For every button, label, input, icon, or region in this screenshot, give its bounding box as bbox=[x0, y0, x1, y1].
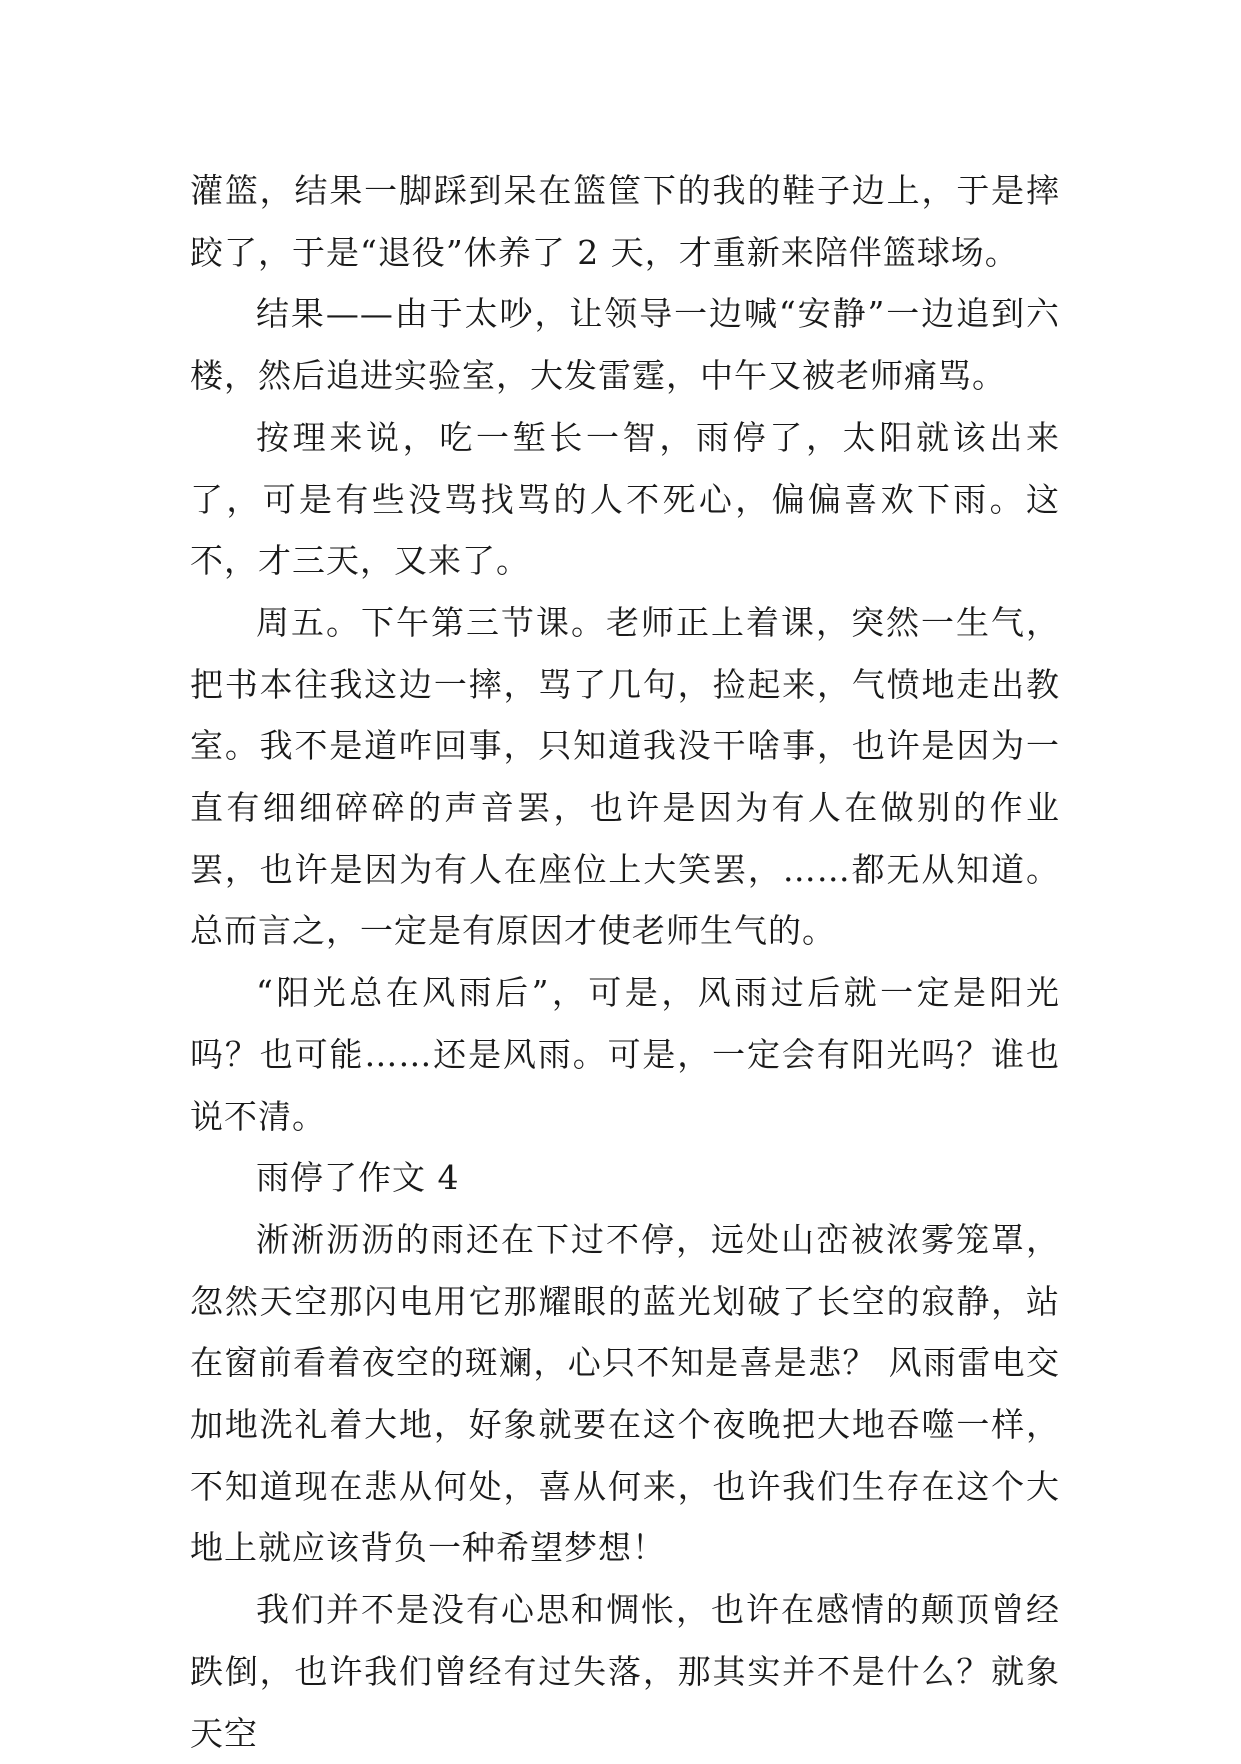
document-body bbox=[190, 160, 1060, 1764]
paragraph: “阳光总在风雨后”，可是，风雨过后就一定是阳光吗？也可能……还是风雨。可是，一定会有阳光吗？谁也说不清。 bbox=[190, 973, 1060, 1136]
paragraph: 周五。下午第三节课。老师正上着课，突然一生气，把书本往我这边一摔，骂了几句，捡起来，气愤地走出教室。我不是道咋回事，只知道我没干啥事，也许是因为一直有细细碎碎的声音罢，也许是因为有人在做别的作业罢，也许是因为有人在座位上大笑罢，……都无从知道。总而言之，一定是有原因才使老师生气的。 bbox=[190, 602, 1060, 951]
paragraph-continuation: 灌篮，结果一脚踩到呆在篮筐下的我的鞋子边上，于是摔跤了，于是“退役”休养了 2 天，才重新来陪伴篮球场。 bbox=[190, 171, 1060, 272]
paragraph: 结果——由于太吵，让领导一边喊“安静”一边追到六楼，然后追进实验室，大发雷霆，中午又被老师痛骂。 bbox=[190, 294, 1060, 396]
paragraph: 按理来说，吃一堑长一智，雨停了，太阳就该出来了，可是有些没骂找骂的人不死心，偏偏喜欢下雨。这不，才三天，又来了。 bbox=[190, 417, 1060, 581]
paragraph: 我们并不是没有心思和惆怅，也许在感情的颠顶曾经跌倒，也许我们曾经有过失落，那其实并不是什么？就象天空 bbox=[190, 1590, 1060, 1753]
section-heading: 雨停了作文 4 bbox=[256, 1158, 460, 1198]
paragraph: 淅淅沥沥的雨还在下过不停，远处山峦被浓雾笼罩，忽然天空那闪电用它那耀眼的蓝光划破了长空的寂静，站在窗前看着夜空的斑斓，心只不知是喜是悲？ 风雨雷电交加地洗礼着大地，好象就要在这个夜晚把大地吞噬一样，不知道现在悲从何处，喜从何来，也许我们生存在这个大地上就应该背负一种希望梦想！ bbox=[190, 1219, 1060, 1568]
